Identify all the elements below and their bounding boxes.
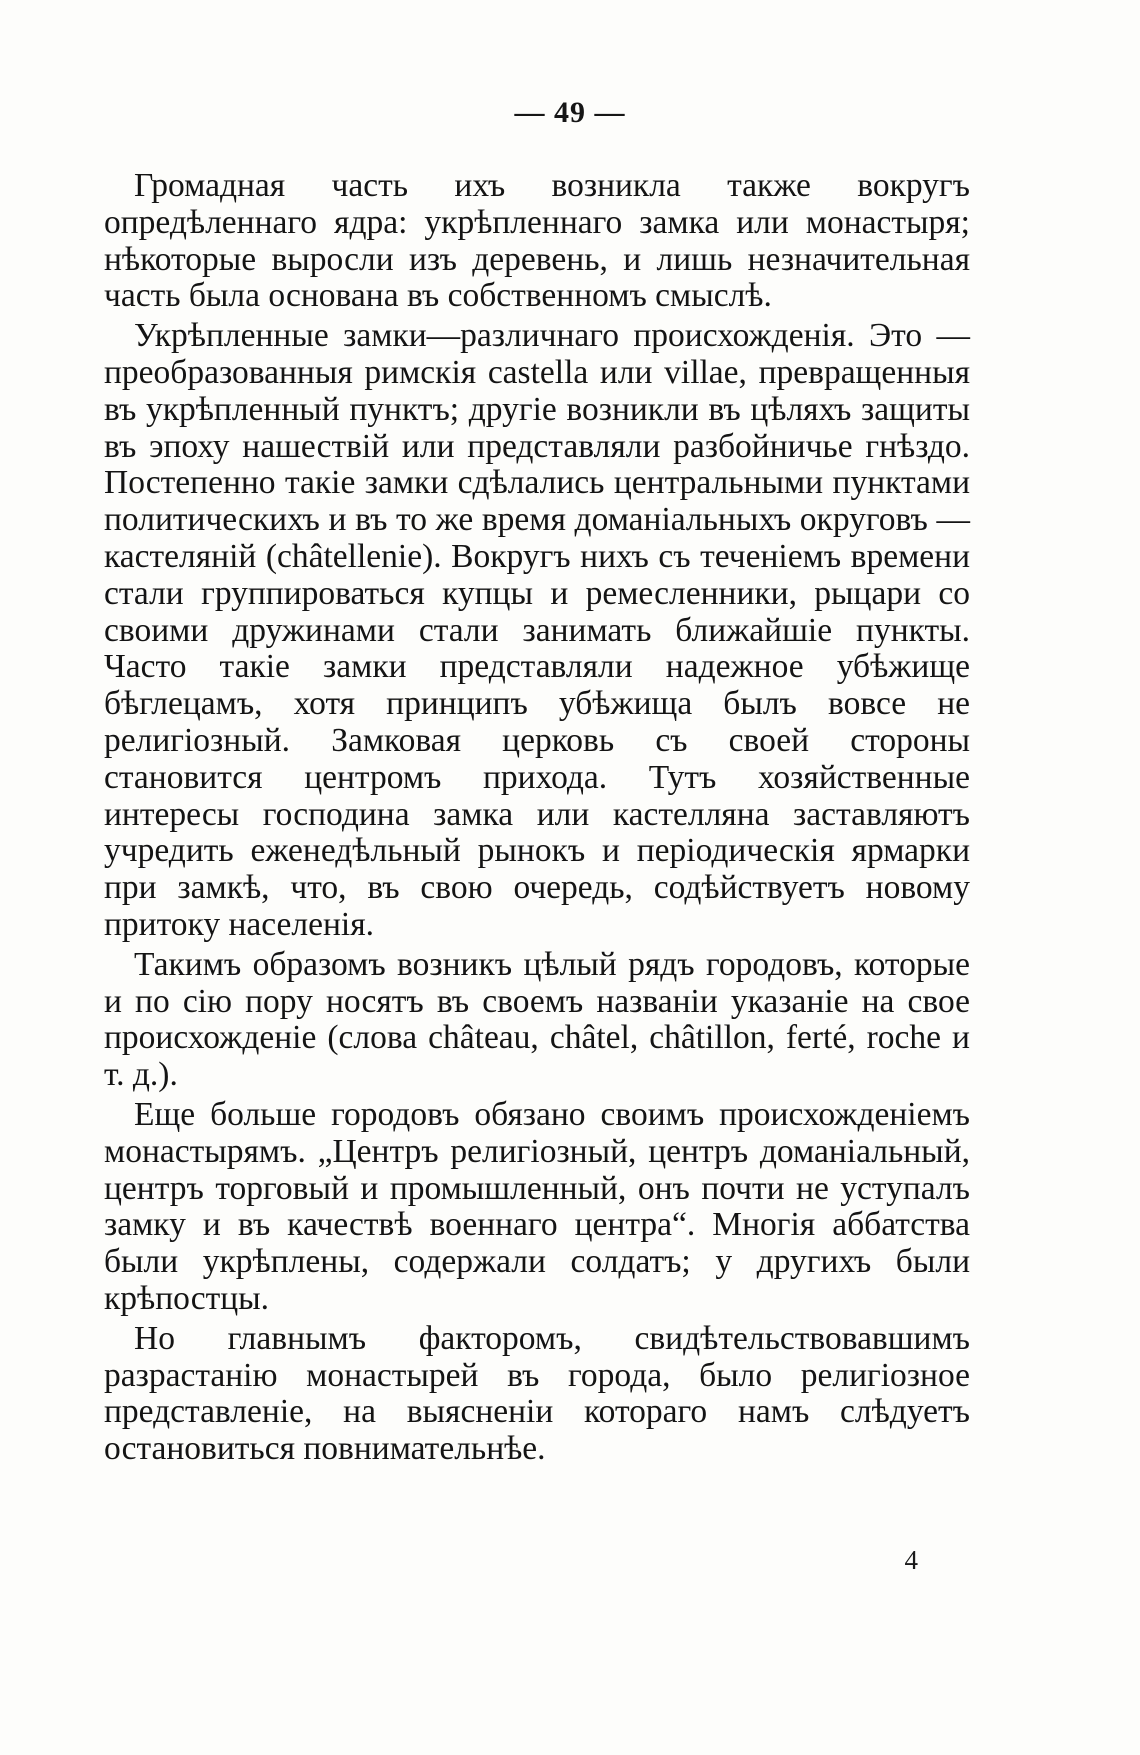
page-number-header: — 49 — xyxy=(514,96,626,129)
paragraph-5: Но главнымъ факторомъ, свидѣтельствовавшимъ разрастанію монастырей въ города, было религіозное представленіе, на выясненіи котораго намъ слѣдуетъ остановиться повнимательнѣе. xyxy=(104,1319,970,1468)
body-text xyxy=(104,168,970,1471)
paragraph-2: Укрѣпленные замки—различнаго происхожденія. Это — преобразованныя римскія castella или villae, превращенныя въ укрѣпленный пунктъ; другіе возникли въ цѣляхъ защиты въ эпоху нашествій или представляли разбойничье гнѣздо. Постепенно такіе замки сдѣлались центральными пунктами политическихъ и въ то же время доманіальныхъ округовъ — кастеляній (châtellenie). Вокругъ нихъ съ теченіемъ времени стали группироваться купцы и ремесленники, рыцари со своими дружинами стали занимать ближайшіе пункты. Часто такіе замки представляли надежное убѣжище бѣглецамъ, хотя принципъ убѣжища былъ вовсе не религіозный. Замковая церковь съ своей стороны становится центромъ прихода. Тутъ хозяйственные интересы господина замка или кастелляна заставляютъ учредить еженедѣльный рынокъ и періодическія ярмарки при замкѣ, что, въ свою очередь, содѣйствуетъ новому притоку населенія. xyxy=(104,317,970,943)
signature-mark: 4 xyxy=(904,1545,918,1575)
paragraph-3: Такимъ образомъ возникъ цѣлый рядъ городовъ, которые и по сію пору носятъ въ своемъ названіи указаніе на свое происхожденіе (слова château, châtel, châtillon, ferté, roche и т. д.). xyxy=(104,945,970,1094)
paragraph-4: Еще больше городовъ обязано своимъ происхожденіемъ монастырямъ. „Центръ религіозный, центръ доманіальный, центръ торговый и промышленный, онъ почти не уступалъ замку и въ качествѣ военнаго центра“. Многія аббатства были укрѣплены, содержали солдатъ; у другихъ были крѣпостцы. xyxy=(104,1095,970,1317)
paragraph-1: Громадная часть ихъ возникла также вокругъ опредѣленнаго ядра: укрѣпленнаго замка или монастыря; нѣкоторые выросли изъ деревень, и лишь незначительная часть была основана въ собственномъ смыслѣ. xyxy=(104,167,970,315)
